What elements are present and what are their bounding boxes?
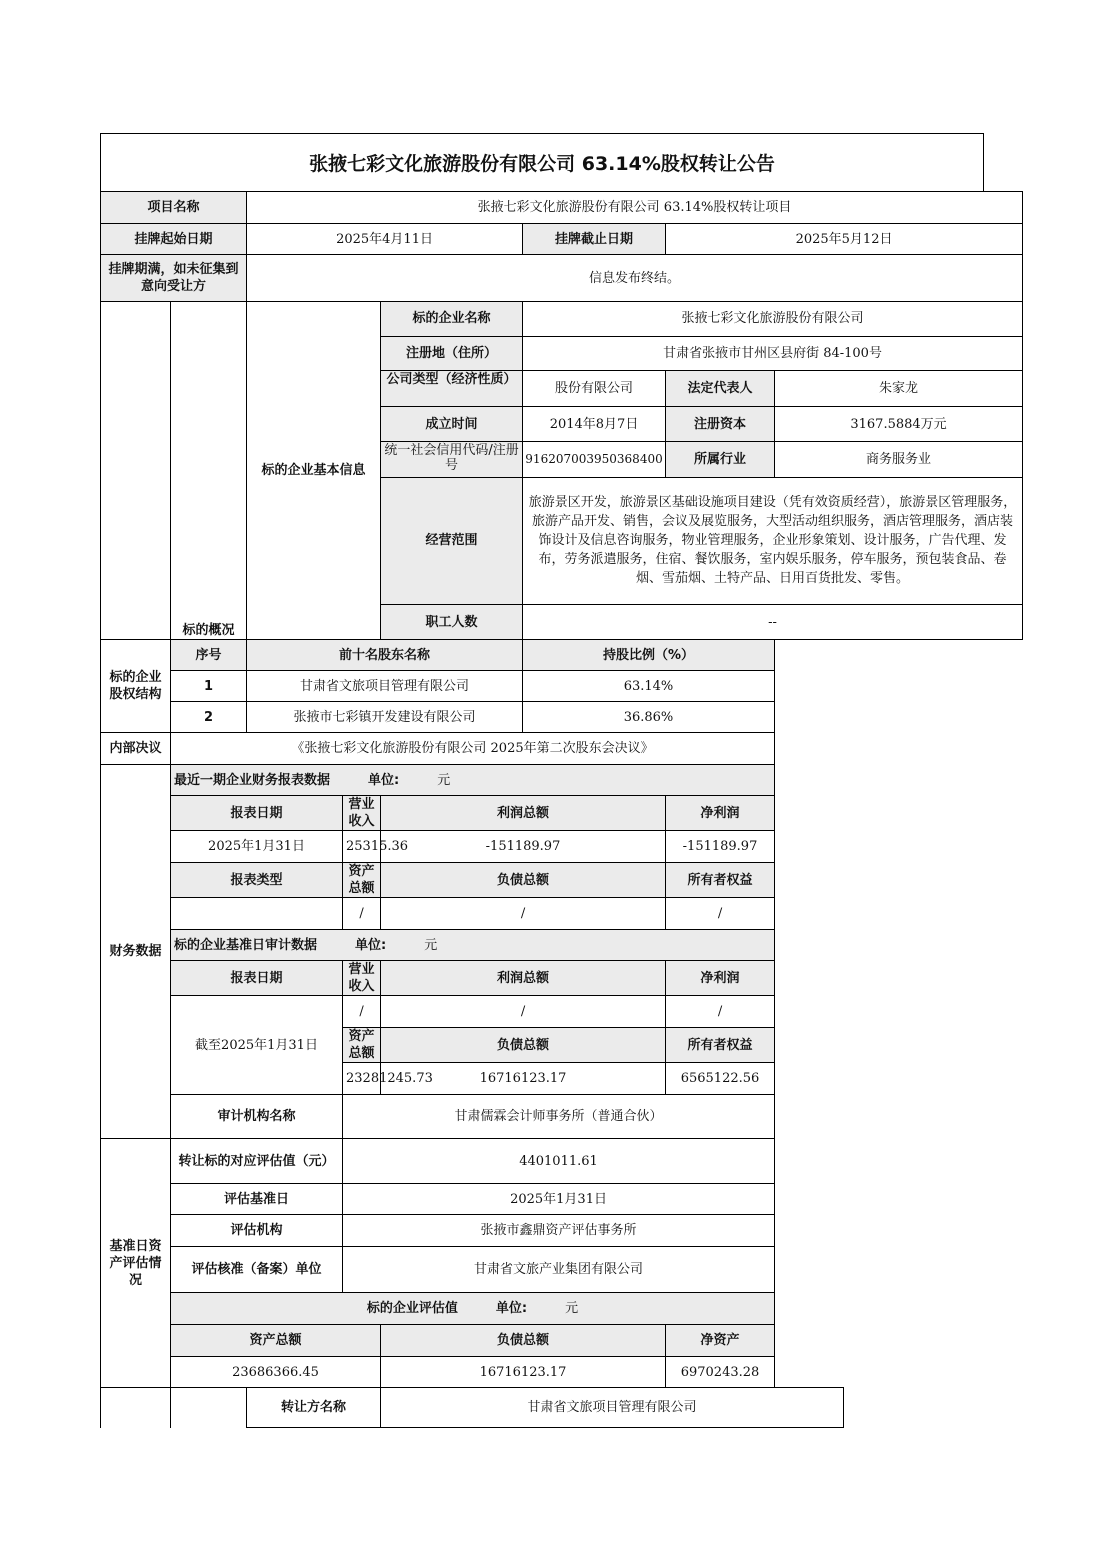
row-finance-audit-title — [101, 930, 1023, 961]
valuation-liabilities: 16716123.17 — [381, 1357, 666, 1388]
unit-value: 元 — [437, 772, 451, 788]
listing-end-label: 挂牌截止日期 — [523, 224, 666, 255]
resolution-value: 《张掖七彩文化旅游股份有限公司 2025年第二次股东会决议》 — [171, 733, 775, 765]
row-equity-shareholder — [101, 671, 1023, 702]
overview-column-continuation — [101, 1388, 171, 1428]
company-section-label: 标的企业基本信息 — [247, 302, 381, 640]
valuation-col-assets: 资产总额 — [171, 1325, 381, 1357]
valuation-col-liabilities: 负债总额 — [381, 1325, 666, 1357]
transferor-label: 转让方名称 — [247, 1388, 381, 1428]
row-equity-shareholder — [101, 702, 1023, 733]
company-credit-value: 916207003950368400 — [523, 441, 666, 477]
recent-profit: -151189.97 — [381, 831, 666, 863]
valuation-date-label: 评估基准日 — [171, 1184, 343, 1215]
valuation-approval: 甘肃省文旅产业集团有限公司 — [343, 1247, 775, 1293]
audit-equity: 6565122.56 — [666, 1063, 775, 1095]
overview-label: 标的概况 — [171, 302, 247, 640]
equity-section-label: 标的企业股权结构 — [101, 640, 171, 733]
transferor-section-blank — [171, 1388, 247, 1428]
valuation-approval-label: 评估核准（备案）单位 — [171, 1247, 343, 1293]
col-net-profit: 净利润 — [666, 796, 775, 831]
listing-start-label: 挂牌起始日期 — [101, 224, 247, 255]
audit-net: / — [666, 996, 775, 1028]
valuation-value: 4401011.61 — [343, 1139, 775, 1184]
company-scope-value: 旅游景区开发，旅游景区基础设施项目建设（凭有效资质经营），旅游景区管理服务，旅游产品开发、销售，会议及展览服务，大型活动组织服务，酒店管理服务，酒店装饰设计及信息咨询服务，物业管理服务，企业形象策划、设计服务，广告代理、发布，劳务派遣服务，住宿、餐饮服务，室内娱乐服务，停车服务，预包装食品、卷烟、雪茄烟、土特产品、日用百货批发、零售。 — [523, 477, 1023, 605]
company-rep-label: 法定代表人 — [666, 371, 775, 407]
recent-type — [171, 898, 343, 930]
company-founded-label: 成立时间 — [381, 407, 523, 442]
row-listing-dates — [101, 224, 1023, 255]
row-valuation-approval — [101, 1247, 1023, 1293]
resolution-label: 内部决议 — [101, 733, 171, 765]
audit-col-net-profit: 净利润 — [666, 961, 775, 996]
audit-revenue: / — [343, 996, 381, 1028]
company-founded-value: 2014年8月7日 — [523, 407, 666, 442]
valuation-value-label: 转让标的对应评估值（元） — [171, 1139, 343, 1184]
audit-col-total-profit: 利润总额 — [381, 961, 666, 996]
recent-revenue: 25315.36 — [343, 831, 381, 863]
audit-date: 截至2025年1月31日 — [171, 996, 343, 1095]
finance-section-label: 财务数据 — [101, 765, 171, 1139]
row-resolution — [101, 733, 1023, 765]
audit-col-revenue: 营业收入 — [343, 961, 381, 996]
valuation-section-label: 基准日资产评估情况 — [101, 1139, 171, 1388]
row-valuation-sub-title — [101, 1293, 1023, 1325]
row-finance-recent-title — [101, 765, 1023, 796]
company-staff-value: -- — [523, 605, 1023, 640]
outer-blank-column — [101, 302, 171, 640]
company-name-value: 张掖七彩文化旅游股份有限公司 — [523, 302, 1023, 337]
row-valuation-header — [101, 1325, 1023, 1357]
section-title: 最近一期企业财务报表数据 — [174, 772, 331, 788]
col-total-profit: 利润总额 — [381, 796, 666, 831]
finance-recent-title — [171, 765, 775, 796]
equity-row-ratio: 63.14% — [523, 671, 775, 702]
company-industry-label: 所属行业 — [666, 441, 775, 477]
listing-expiry-value: 信息发布终结。 — [247, 255, 1023, 302]
row-equity-header — [101, 640, 1023, 671]
valuation-col-net: 净资产 — [666, 1325, 775, 1357]
section-title: 标的企业评估值 — [366, 1301, 458, 1316]
row-valuation-value — [101, 1139, 1023, 1184]
row-finance-recent-header1 — [101, 796, 1023, 831]
row-transferor — [101, 1388, 1023, 1428]
equity-col-no: 序号 — [171, 640, 247, 671]
audit-col-report-date: 报表日期 — [171, 961, 343, 996]
announcement-form — [100, 133, 1017, 1415]
document-title: 张掖七彩文化旅游股份有限公司 63.14%股权转让公告 — [100, 133, 984, 191]
recent-date: 2025年1月31日 — [171, 831, 343, 863]
valuation-agency-label: 评估机构 — [171, 1215, 343, 1247]
row-auditor — [101, 1095, 1023, 1139]
recent-equity: / — [666, 898, 775, 930]
transferor-value: 甘肃省文旅项目管理有限公司 — [381, 1388, 844, 1428]
row-finance-recent-header2 — [101, 863, 1023, 898]
company-industry-value: 商务服务业 — [775, 441, 1023, 477]
col-revenue: 营业收入 — [343, 796, 381, 831]
recent-liabilities: / — [381, 898, 666, 930]
company-address-label: 注册地（住所） — [381, 336, 523, 371]
col-total-assets: 资产总额 — [343, 863, 381, 898]
section-title: 标的企业基准日审计数据 — [174, 937, 318, 953]
unit-value: 元 — [565, 1301, 579, 1316]
company-type-value: 股份有限公司 — [523, 371, 666, 407]
valuation-date: 2025年1月31日 — [343, 1184, 775, 1215]
audit-col-owners-equity: 所有者权益 — [666, 1028, 775, 1063]
recent-net: -151189.97 — [666, 831, 775, 863]
audit-profit: / — [381, 996, 666, 1028]
company-staff-label: 职工人数 — [381, 605, 523, 640]
listing-expiry-label: 挂牌期满，如未征集到意向受让方 — [101, 255, 247, 302]
project-name-value: 张掖七彩文化旅游股份有限公司 63.14%股权转让项目 — [247, 192, 1023, 224]
equity-row-ratio: 36.86% — [523, 702, 775, 733]
col-report-date: 报表日期 — [171, 796, 343, 831]
audit-col-total-liabilities: 负债总额 — [381, 1028, 666, 1063]
audit-assets: 23281245.73 — [343, 1063, 381, 1095]
company-capital-label: 注册资本 — [666, 407, 775, 442]
company-type-label: 公司类型（经济性质） — [381, 371, 523, 407]
equity-row-name: 张掖市七彩镇开发建设有限公司 — [247, 702, 523, 733]
col-report-type: 报表类型 — [171, 863, 343, 898]
row-valuation-values — [101, 1357, 1023, 1388]
valuation-agency: 张掖市鑫鼎资产评估事务所 — [343, 1215, 775, 1247]
equity-col-ratio: 持股比例（%） — [523, 640, 775, 671]
audit-liabilities: 16716123.17 — [381, 1063, 666, 1095]
row-company-name — [101, 302, 1023, 337]
equity-row-name: 甘肃省文旅项目管理有限公司 — [247, 671, 523, 702]
valuation-sub-title — [171, 1293, 775, 1325]
row-valuation-agency — [101, 1215, 1023, 1247]
project-name-label: 项目名称 — [101, 192, 247, 224]
finance-audit-title — [171, 930, 775, 961]
row-project-name — [101, 192, 1023, 224]
auditor-value: 甘肃儒霖会计师事务所（普通合伙） — [343, 1095, 775, 1139]
listing-start-value: 2025年4月11日 — [247, 224, 523, 255]
listing-end-value: 2025年5月12日 — [666, 224, 1023, 255]
recent-assets: / — [343, 898, 381, 930]
company-scope-label: 经营范围 — [381, 477, 523, 605]
company-credit-label: 统一社会信用代码/注册号 — [381, 441, 523, 477]
valuation-assets: 23686366.45 — [171, 1357, 381, 1388]
equity-col-name: 前十名股东名称 — [247, 640, 523, 671]
unit-label: 单位: — [495, 1301, 528, 1316]
equity-row-no: 1 — [171, 671, 247, 702]
company-name-label: 标的企业名称 — [381, 302, 523, 337]
row-finance-audit-header1 — [101, 961, 1023, 996]
col-total-liabilities: 负债总额 — [381, 863, 666, 898]
row-finance-audit-values1 — [101, 996, 1023, 1028]
equity-row-no: 2 — [171, 702, 247, 733]
company-rep-value: 朱家龙 — [775, 371, 1023, 407]
valuation-net: 6970243.28 — [666, 1357, 775, 1388]
auditor-label: 审计机构名称 — [171, 1095, 343, 1139]
company-capital-value: 3167.5884万元 — [775, 407, 1023, 442]
row-finance-recent-values2 — [101, 898, 1023, 930]
col-owners-equity: 所有者权益 — [666, 863, 775, 898]
company-address-value: 甘肃省张掖市甘州区县府街 84-100号 — [523, 336, 1023, 371]
audit-col-total-assets: 资产总额 — [343, 1028, 381, 1063]
unit-label: 单位: — [368, 772, 400, 788]
row-finance-recent-values1 — [101, 831, 1023, 863]
row-listing-expiry — [101, 255, 1023, 302]
unit-label: 单位: — [355, 937, 387, 953]
announcement-table — [100, 191, 1023, 1428]
row-valuation-date — [101, 1184, 1023, 1215]
unit-value: 元 — [424, 937, 438, 953]
